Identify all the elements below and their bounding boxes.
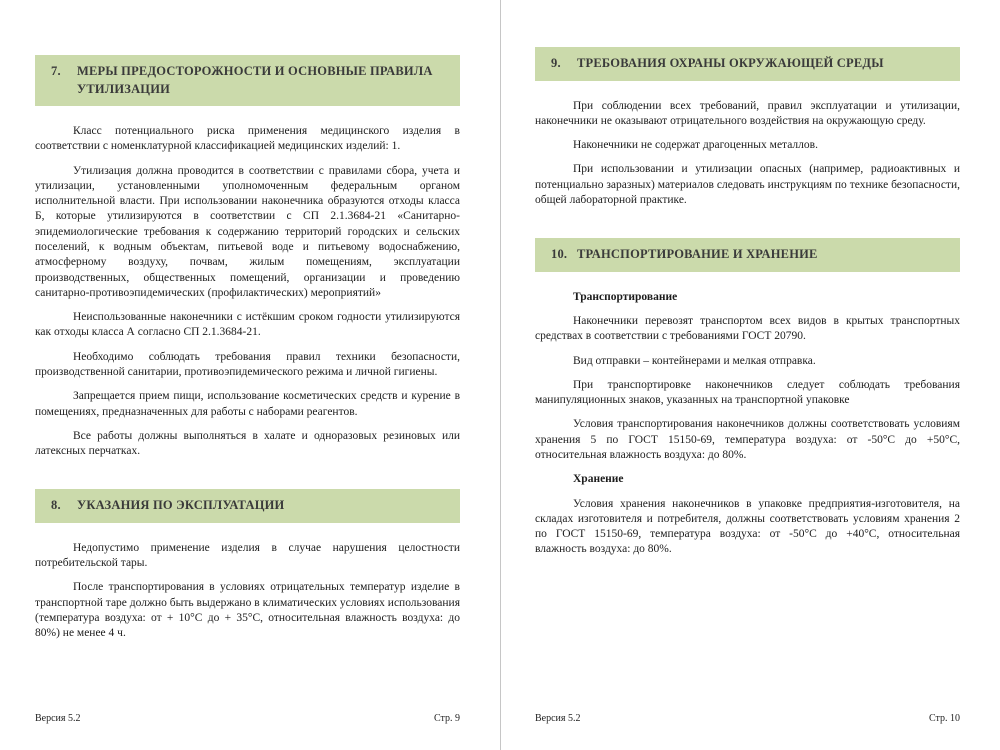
subheading-transport: Транспортирование [573,290,678,303]
paragraph: Класс потенциального риска применения медицинского изделия в соответствии с номенклатурной классификацией медицинских изделий: 1. [35,125,460,153]
section-number: 9. [551,56,561,70]
paragraph: Наконечники перевозят транспортом всех видов в крытых транспортных средствах в соответствии с требованиями ГОСТ 20790. [535,314,960,343]
page-9-content [35,0,460,713]
paragraph: Наконечники не содержат драгоценных металлов. [573,139,818,152]
document-page-10 [500,0,1000,750]
paragraph: Условия транспортирования наконечников должны соответствовать условиям хранения 5 по ГОСТ 15150-69, температура воздуха: от -50°С до +50°С, относительная влажность воздуха: до 80%. [535,418,960,461]
paragraph: При транспортировке наконечников следует соблюдать требования манипуляционных знаков, указанных на транспортной упаковке [535,378,960,407]
section-title: ТРЕБОВАНИЯ ОХРАНЫ ОКРУЖАЮЩЕЙ СРЕДЫ [577,56,884,70]
paragraph: Все работы должны выполняться в халате и одноразовых резиновых или латексных перчатках. [35,429,460,458]
section-title: УКАЗАНИЯ ПО ЭКСПЛУАТАЦИИ [77,498,285,513]
paragraph: Недопустимо применение изделия в случае нарушения целостности потребительской тары. [35,541,460,570]
footer-version: Версия 5.2 [535,713,581,724]
footer-version: Версия 5.2 [35,713,81,724]
paragraph: Неиспользованные наконечники с истёкшим сроком годности утилизируются как отходы класса А согласно СП 2.1.3684-21. [35,311,460,339]
section-number: 8. [51,498,61,513]
section-header-7 [35,55,460,106]
paragraph: При соблюдении всех требований, правил эксплуатации и утилизации, наконечники не оказывают отрицательного воздействия на окружающую среду. [535,99,960,127]
section-header-8 [35,489,460,523]
section-title: ТРАНСПОРТИРОВАНИЕ И ХРАНЕНИЕ [577,247,818,262]
page-footer [35,713,460,724]
footer-page-number: Стр. 10 [928,713,960,724]
section-title: МЕРЫ ПРЕДОСТОРОЖНОСТИ И ОСНОВНЫЕ ПРАВИЛА УТИЛИЗАЦИИ [77,64,433,96]
footer-page-number: Стр. 9 [433,713,460,724]
section-number: 10. [551,247,568,262]
section-header-9 [535,47,960,81]
page-10-content [535,0,960,713]
paragraph: Необходимо соблюдать требования правил техники безопасности, производственной санитарии, противоэпидемического режима и личной гигиены. [35,350,460,378]
paragraph: Запрещается прием пищи, использование косметических средств и курение в помещениях, предназначенных для работы с наборами реагентов. [35,390,460,418]
subheading-storage: Хранение [573,473,624,486]
section-header-10 [535,238,960,272]
paragraph: Условия хранения наконечников в упаковке предприятия-изготовителя, на складах изготовителя и потребителя, должны соответствовать условиям хранения 2 по ГОСТ 15150-69, температура воздуха: от -50°С до +40°С, относительная влажность воздуха: до 80%. [535,497,960,556]
paragraph: После транспортирования в условиях отрицательных температур изделие в транспортной таре должно быть выдержано в климатических условиях использования (температура воздуха: от + 10°С до + 35°С, относительная влажность воздуха: до 80%) не менее 4 ч. [35,581,460,640]
page-footer [535,713,960,724]
paragraph: При использовании и утилизации опасных (например, радиоактивных и потенциально заразных) материалов следовать инструкциям по технике безопасности, общей лабораторной практике. [535,163,960,206]
section-number: 7. [51,64,61,78]
paragraph: Вид отправки – контейнерами и мелкая отправка. [573,354,816,367]
paragraph: Утилизация должна проводится в соответствии с правилами сбора, учета и утилизации, установленными уполномоченным федеральным органом исполнительной власти. При использовании наконечника образуются отходы класса Б, которые утилизируются в соответствии с СП 2.1.3684-21 «Санитарно-эпидемиологические требования к содержанию территорий городских и сельских поселений, к водным объектам, питьевой воде и питьевому водоснабжению, атмосферному воздуху, почвам, жилым помещениям, эксплуатации производственных, общественных помещений, организации и проведению санитарно-противоэпидемических (профилактических) мероприятий» [35,164,460,299]
